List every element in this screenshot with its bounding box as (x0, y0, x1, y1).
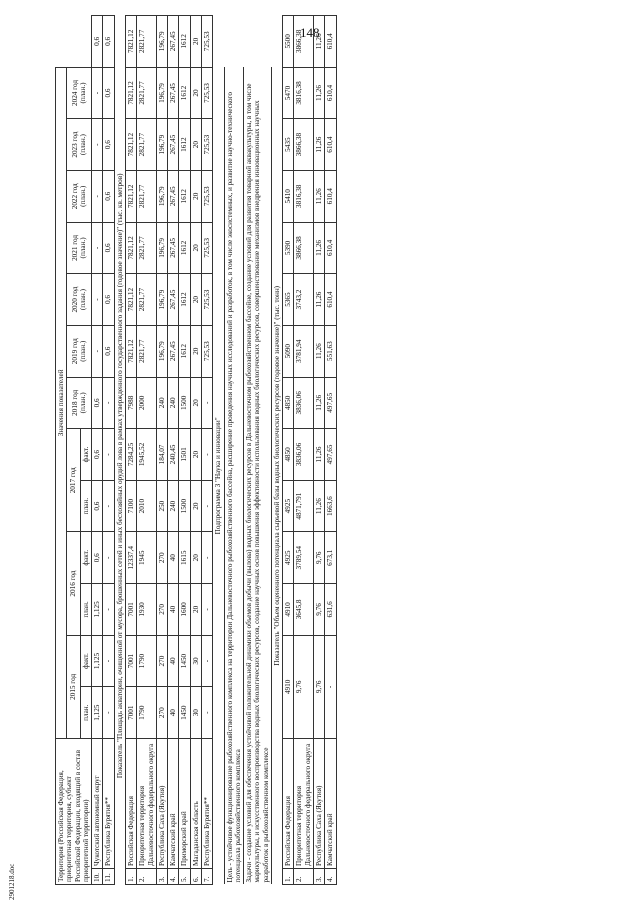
document-footer (8, 820, 24, 900)
territory-name: Республика Бурятия** (201, 739, 212, 869)
rows-a (92, 16, 115, 885)
value-cell: 9,76 (314, 635, 325, 738)
value-cell: 497,65 (325, 429, 336, 481)
year-2015-header: 2015 год (67, 635, 81, 738)
value-cell: 5410 (283, 170, 294, 222)
value-cell: 7821,12 (125, 222, 136, 274)
value-cell: 3836,06 (294, 377, 314, 429)
value-cell: 2821,77 (137, 67, 157, 119)
value-cell: 20 (190, 16, 201, 68)
value-cell: 11,26 (314, 274, 325, 326)
value-cell: 0,6 (92, 377, 103, 429)
value-cell: 5390 (283, 222, 294, 274)
page-number: 148 (300, 25, 320, 40)
value-cell: 7821,12 (125, 170, 136, 222)
value-cell: 267,45 (168, 119, 179, 171)
value-cell: 240,45 (168, 429, 179, 481)
value-cell: 725,53 (201, 16, 212, 68)
value-cell: 1,125 (92, 584, 103, 636)
value-cell: - (325, 635, 336, 738)
value-cell: 11,26 (314, 67, 325, 119)
value-cell: 4925 (283, 532, 294, 584)
value-cell: 1615 (179, 532, 190, 584)
value-cell: 1450 (179, 635, 190, 687)
value-cell: 3645,8 (294, 584, 314, 636)
value-cell: 30 (190, 635, 201, 687)
territory-name: Республика Бурятия** (103, 739, 114, 869)
plan-header: план. (80, 584, 91, 636)
value-cell: 1500 (179, 480, 190, 532)
row-number: 1. (283, 869, 294, 885)
value-cell: 11,26 (314, 170, 325, 222)
value-cell: 3781,94 (294, 325, 314, 377)
value-cell: 1500 (179, 377, 190, 429)
row-number: 7. (201, 869, 212, 885)
indicator-title: Показатель "Площадь акватории, очищенной от мусора, брошенных сетей и иных бесхозяйных орудий лова в рамках утвержденного государственного задания (годовое значение)" (тыс. кв. метров) (114, 67, 125, 884)
year-2024-header: 2024 год (план.) (67, 67, 92, 119)
value-cell: 20 (190, 325, 201, 377)
value-cell: 1612 (179, 325, 190, 377)
territory-name: Чукотский автономный округ (92, 739, 103, 869)
value-cell: 673,1 (325, 532, 336, 584)
value-cell: - (201, 532, 212, 584)
value-cell: 631,6 (325, 584, 336, 636)
value-cell: 551,63 (325, 325, 336, 377)
table-row (201, 16, 212, 885)
value-cell: 11,26 (314, 429, 325, 481)
subprogram-title: Подпрограмма 3 "Наука и инновации" (213, 67, 224, 884)
value-cell: 1612 (179, 222, 190, 274)
table-row (325, 16, 336, 885)
value-cell: 5435 (283, 119, 294, 171)
value-cell: 240 (156, 377, 167, 429)
row-number: 11. (103, 869, 114, 885)
value-cell: 2821,77 (137, 274, 157, 326)
value-cell: 267,45 (168, 67, 179, 119)
value-cell: 9,76 (294, 635, 314, 738)
value-cell: - (103, 480, 114, 532)
value-cell: 0,6 (103, 274, 114, 326)
value-cell: - (103, 377, 114, 429)
rows-b (125, 16, 212, 885)
value-cell: 2821,77 (137, 16, 157, 68)
value-cell: - (201, 635, 212, 687)
table-row (103, 16, 114, 885)
value-cell: 40 (168, 687, 179, 739)
territory-name: Приморский край (179, 739, 190, 869)
value-cell: 725,53 (201, 170, 212, 222)
territory-name: Приоритетная территория Дальневосточного федерального округа (294, 739, 314, 869)
value-cell: - (103, 635, 114, 687)
value-cell: 610,4 (325, 16, 336, 68)
row-number: 4. (325, 869, 336, 885)
value-cell: 610,4 (325, 170, 336, 222)
value-cell: 610,4 (325, 222, 336, 274)
territory-name: Республика Саха (Якутия) (314, 739, 325, 869)
year-2023-header: 2023 год (план.) (67, 119, 92, 171)
value-cell: 0,6 (92, 429, 103, 481)
value-cell: - (103, 532, 114, 584)
value-cell: 3816,38 (294, 170, 314, 222)
value-cell: - (103, 687, 114, 739)
value-cell: 5090 (283, 325, 294, 377)
value-cell: 9,76 (314, 584, 325, 636)
value-cell: 4925 (283, 480, 294, 532)
value-cell: 0,6 (92, 532, 103, 584)
territory-name: Республика Саха (Якутия) (156, 739, 167, 869)
indicator-table (55, 15, 337, 885)
value-cell: 1945,52 (137, 429, 157, 481)
year-2021-header: 2021 год (план.) (67, 222, 92, 274)
value-cell: 610,4 (325, 274, 336, 326)
value-cell: 1663,6 (325, 480, 336, 532)
value-cell: 20 (190, 222, 201, 274)
row-number: 2. (137, 869, 157, 885)
value-cell: 610,4 (325, 119, 336, 171)
value-cell: - (92, 222, 103, 274)
value-cell: 725,53 (201, 119, 212, 171)
rows-c (283, 16, 336, 885)
value-cell: 7821,12 (125, 16, 136, 68)
territory-header: Территория (Российская Федерация, приоритетная территория, субъект Российской Федерации, входящий в состав приоритетной территории) (56, 739, 92, 885)
value-cell: 270 (156, 532, 167, 584)
value-cell: 30 (190, 687, 201, 739)
value-cell: 2000 (137, 377, 157, 429)
territory-name: Камчатский край (325, 739, 336, 869)
indicator-title: Показатель "Объем оцененного потенциала сырьевой базы водных биологических ресурсов (годовое значение)" (тыс. тонн) (271, 67, 282, 884)
value-cell: 20 (190, 274, 201, 326)
value-cell: 0,6 (103, 16, 114, 68)
table-row (190, 16, 201, 885)
value-cell: 1930 (137, 584, 157, 636)
value-cell: 3743,2 (294, 274, 314, 326)
value-cell: 20 (190, 584, 201, 636)
value-cell: 0,6 (103, 170, 114, 222)
indicator-table-block (55, 15, 635, 885)
table-row (137, 16, 157, 885)
value-cell: 7001 (125, 635, 136, 687)
value-cell: 196,79 (156, 170, 167, 222)
value-cell: 11,26 (314, 377, 325, 429)
value-cell: 196,79 (156, 119, 167, 171)
row-number: 4. (168, 869, 179, 885)
value-cell: 1612 (179, 274, 190, 326)
value-cell: 1600 (179, 584, 190, 636)
value-cell: 4910 (283, 635, 294, 738)
value-cell: 240 (168, 480, 179, 532)
table-row (125, 16, 136, 885)
task-text: Задачи - создание условий для обеспечения устойчивой положительной динамики объемов добычи (вылова) водных биологических ресурсов в Дальневосточном рыбохозяйственном бассейне, создание условий для развития товарной аквакультуры, в том числе марикультуры, и искусственного воспроизводства водных биологических ресурсов, создание научных основ повышения эффективности использования водных биологических ресурсов, совершенствование механизмов внедрения инновационных научных разработок в рыбохозяйственном комплексе (244, 67, 272, 884)
fact-header: факт. (80, 635, 91, 687)
value-cell: 40 (168, 532, 179, 584)
value-cell: 7001 (125, 584, 136, 636)
row-number: 5. (179, 869, 190, 885)
value-cell: 270 (156, 584, 167, 636)
row-number: 3. (156, 869, 167, 885)
value-cell: 2821,77 (137, 325, 157, 377)
value-cell: 1790 (137, 635, 157, 687)
value-cell: 270 (156, 635, 167, 687)
value-cell: 20 (190, 532, 201, 584)
value-cell: 2821,77 (137, 170, 157, 222)
value-cell: 1501 (179, 429, 190, 481)
table-row (179, 16, 190, 885)
value-cell: 2821,77 (137, 119, 157, 171)
value-cell: 1,125 (92, 687, 103, 739)
value-cell: 7001 (125, 687, 136, 739)
table-row (294, 16, 314, 885)
value-cell: 2821,77 (137, 222, 157, 274)
row-number: 6. (190, 869, 201, 885)
value-cell: 0,6 (92, 480, 103, 532)
value-cell: 11,26 (314, 222, 325, 274)
value-cell: 1450 (179, 687, 190, 739)
value-cell: 196,79 (156, 16, 167, 68)
value-cell: 4850 (283, 429, 294, 481)
territory-name: Камчатский край (168, 739, 179, 869)
value-cell: 0,6 (103, 67, 114, 119)
value-cell: - (201, 584, 212, 636)
value-cell: 40 (168, 584, 179, 636)
values-header: Значения показателей (56, 67, 67, 738)
footer-filename: 2901218.doc (8, 863, 16, 900)
plan-header: план. (80, 687, 91, 739)
value-cell: 3866,38 (294, 16, 314, 68)
value-cell: 267,45 (168, 170, 179, 222)
year-2016-header: 2016 год (67, 532, 81, 635)
value-cell: 497,65 (325, 377, 336, 429)
value-cell: - (103, 584, 114, 636)
row-number: 3. (314, 869, 325, 885)
value-cell: 240 (168, 377, 179, 429)
value-cell: 1612 (179, 67, 190, 119)
value-cell: 184,07 (156, 429, 167, 481)
value-cell: 20 (190, 170, 201, 222)
value-cell: - (92, 170, 103, 222)
year-2020-header: 2020 год (план.) (67, 274, 92, 326)
value-cell: 196,79 (156, 222, 167, 274)
value-cell: 20 (190, 67, 201, 119)
value-cell: 267,45 (168, 16, 179, 68)
row-number: 2. (294, 869, 314, 885)
value-cell: 1612 (179, 119, 190, 171)
value-cell: 725,53 (201, 222, 212, 274)
value-cell: 11,26 (314, 16, 325, 68)
year-2017-header: 2017 год (67, 429, 81, 532)
value-cell: - (92, 274, 103, 326)
value-cell: 2010 (137, 480, 157, 532)
value-cell: 5365 (283, 274, 294, 326)
value-cell: - (92, 325, 103, 377)
value-cell: 725,53 (201, 67, 212, 119)
value-cell: - (201, 377, 212, 429)
value-cell: 3866,38 (294, 222, 314, 274)
territory-name: Приоритетная территория Дальневосточного федерального округа (137, 739, 157, 869)
value-cell: - (92, 67, 103, 119)
territory-name: Магаданская область (190, 739, 201, 869)
value-cell: 3866,38 (294, 119, 314, 171)
goal-text: Цель - устойчивое функционирование рыбохозяйственного комплекса на территории Дальневосточного рыбохозяйственного бассейна, расширение проведения научных исследований и разработок, в том числе экосистемных, и развитие научно-технического потенциала рыбохозяйственного комплекса (224, 67, 244, 884)
value-cell: 7100 (125, 480, 136, 532)
year-2019-header: 2019 год (план.) (67, 325, 92, 377)
value-cell: 1790 (137, 687, 157, 739)
table-row (156, 16, 167, 885)
value-cell: 725,53 (201, 325, 212, 377)
value-cell: 725,53 (201, 274, 212, 326)
row-number: 1. (125, 869, 136, 885)
value-cell: 9,76 (314, 532, 325, 584)
value-cell: 7821,12 (125, 274, 136, 326)
value-cell: 0,6 (92, 16, 103, 68)
value-cell: 0,6 (103, 325, 114, 377)
table-row (283, 16, 294, 885)
value-cell: - (103, 429, 114, 481)
value-cell: 7821,12 (125, 325, 136, 377)
value-cell: 12337,4 (125, 532, 136, 584)
value-cell: 11,26 (314, 325, 325, 377)
value-cell: 5470 (283, 67, 294, 119)
value-cell: - (201, 429, 212, 481)
value-cell: 610,4 (325, 67, 336, 119)
value-cell: - (201, 687, 212, 739)
plan-header: план. (80, 480, 91, 532)
value-cell: 1612 (179, 170, 190, 222)
value-cell: 267,45 (168, 222, 179, 274)
value-cell: 7821,12 (125, 119, 136, 171)
value-cell: 7988 (125, 377, 136, 429)
fact-header: факт. (80, 532, 91, 584)
value-cell: 11,26 (314, 480, 325, 532)
value-cell: 3836,06 (294, 429, 314, 481)
value-cell: 1,125 (92, 635, 103, 687)
territory-name: Российская Федерация (283, 739, 294, 869)
value-cell: 40 (168, 635, 179, 687)
value-cell: 7821,12 (125, 67, 136, 119)
value-cell: 20 (190, 377, 201, 429)
value-cell: 20 (190, 480, 201, 532)
value-cell: 267,45 (168, 274, 179, 326)
value-cell: 196,79 (156, 67, 167, 119)
value-cell: - (92, 119, 103, 171)
value-cell: 11,26 (314, 119, 325, 171)
value-cell: 1612 (179, 16, 190, 68)
fact-header: факт. (80, 429, 91, 481)
table-row (314, 16, 325, 885)
value-cell: 3816,38 (294, 67, 314, 119)
value-cell: 4871,791 (294, 480, 314, 532)
year-2018-header: 2018 год (план.) (67, 377, 92, 429)
value-cell: 7284,25 (125, 429, 136, 481)
value-cell: 20 (190, 429, 201, 481)
value-cell: 270 (156, 687, 167, 739)
value-cell: 267,45 (168, 325, 179, 377)
year-2022-header: 2022 год (план.) (67, 170, 92, 222)
value-cell: 0,6 (103, 119, 114, 171)
value-cell: 4850 (283, 377, 294, 429)
row-number: 10. (92, 869, 103, 885)
territory-name: Российская Федерация (125, 739, 136, 869)
value-cell: 196,79 (156, 274, 167, 326)
table-row (92, 16, 103, 885)
value-cell: 196,79 (156, 325, 167, 377)
value-cell: 20 (190, 119, 201, 171)
value-cell: 0,6 (103, 222, 114, 274)
value-cell: 3789,54 (294, 532, 314, 584)
value-cell: 250 (156, 480, 167, 532)
value-cell: 1945 (137, 532, 157, 584)
table-row (168, 16, 179, 885)
value-cell: 5500 (283, 16, 294, 68)
value-cell: - (201, 480, 212, 532)
value-cell: 4910 (283, 584, 294, 636)
